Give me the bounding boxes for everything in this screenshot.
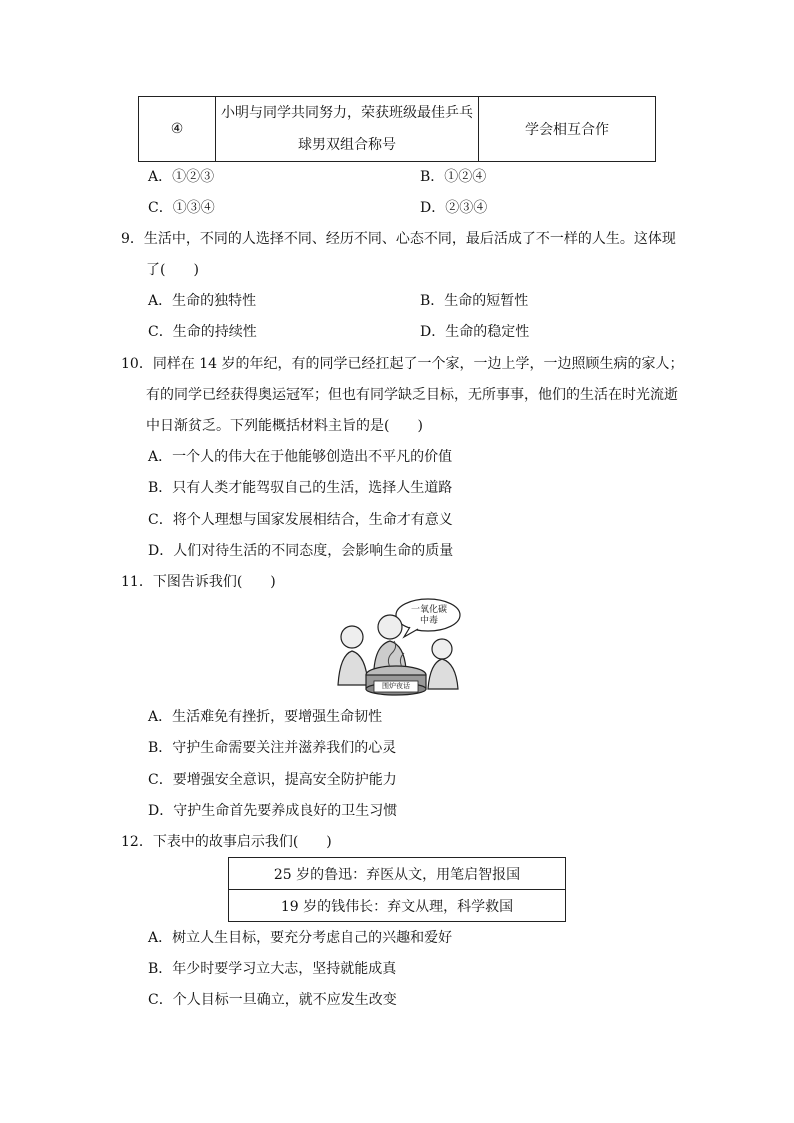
- q12-option-c[interactable]: C．个人目标一旦确立，就不应发生改变: [148, 992, 397, 1008]
- q9-option-a[interactable]: A．生命的独特性: [148, 293, 257, 309]
- q10-stem-line1: 10．同样在 14 岁的年纪，有的同学已经扛起了一个家，一边上学，一边照顾生病的家人；: [121, 356, 684, 372]
- q12-table-row1: 25 岁的鲁迅：弃医从文，用笔启智报国: [229, 858, 566, 890]
- top-table: [138, 96, 656, 162]
- q12-stem: 12．下表中的故事启示我们( ): [121, 834, 332, 850]
- q9-stem-line2: 了( ): [146, 262, 199, 278]
- cartoon-bubble-text: 一氧化碳中毒: [410, 605, 447, 626]
- table-story-line1: 小明与同学共同努力，荣获班级最佳乒乓: [221, 105, 473, 121]
- q11-option-a[interactable]: A．生活难免有挫折，要增强生命韧性: [148, 709, 383, 725]
- q10-stem-line3: 中日渐贫乏。下列能概括材料主旨的是( ): [146, 418, 423, 434]
- q11-option-d[interactable]: D．守护生命首先要养成良好的卫生习惯: [148, 803, 398, 819]
- q9-option-d[interactable]: D．生命的稳定性: [420, 324, 530, 340]
- q8-option-d[interactable]: D．②③④: [420, 200, 488, 216]
- q9-option-b[interactable]: B．生命的短暂性: [420, 293, 529, 309]
- q12-option-a[interactable]: A．树立人生目标，要充分考虑自己的兴趣和爱好: [148, 930, 453, 946]
- q11-option-b[interactable]: B．守护生命需要关注并滋养我们的心灵: [148, 740, 397, 756]
- q10-option-b[interactable]: B．只有人类才能驾驭自己的生活，选择人生道路: [148, 480, 453, 496]
- q10-option-d[interactable]: D．人们对待生活的不同态度，会影响生命的质量: [148, 543, 454, 559]
- q8-option-a[interactable]: A．①②③: [148, 169, 215, 185]
- q9-option-c[interactable]: C．生命的持续性: [148, 324, 257, 340]
- q10-option-c[interactable]: C．将个人理想与国家发展相结合，生命才有意义: [148, 512, 453, 528]
- table-story-line2: 球男双组合称号: [298, 137, 396, 153]
- table-insight-cell: 学会相互合作: [479, 97, 656, 162]
- q10-stem-line2: 有的同学已经获得奥运冠军；但也有同学缺乏目标，无所事事，他们的生活在时光流逝: [146, 387, 678, 403]
- table-story-cell: [216, 97, 479, 162]
- q11-option-c[interactable]: C．要增强安全意识，提高安全防护能力: [148, 772, 397, 788]
- cartoon-illustration: [330, 597, 464, 697]
- cartoon-sign-text: 围炉夜话: [382, 682, 410, 690]
- q12-table: [228, 857, 566, 922]
- q10-option-a[interactable]: A．一个人的伟大在于他能够创造出不平凡的价值: [148, 449, 453, 465]
- q12-table-row2: 19 岁的钱伟长：弃文从理，科学救国: [229, 890, 566, 922]
- q12-option-b[interactable]: B．年少时要学习立大志，坚持就能成真: [148, 961, 397, 977]
- q8-option-b[interactable]: B．①②④: [420, 169, 487, 185]
- q9-stem-line1: 9．生活中，不同的人选择不同、经历不同、心态不同，最后活成了不一样的人生。这体现: [121, 231, 676, 247]
- table-num-cell: ④: [139, 97, 216, 162]
- q8-option-c[interactable]: C．①③④: [148, 200, 215, 216]
- q11-stem: 11．下图告诉我们( ): [121, 574, 276, 590]
